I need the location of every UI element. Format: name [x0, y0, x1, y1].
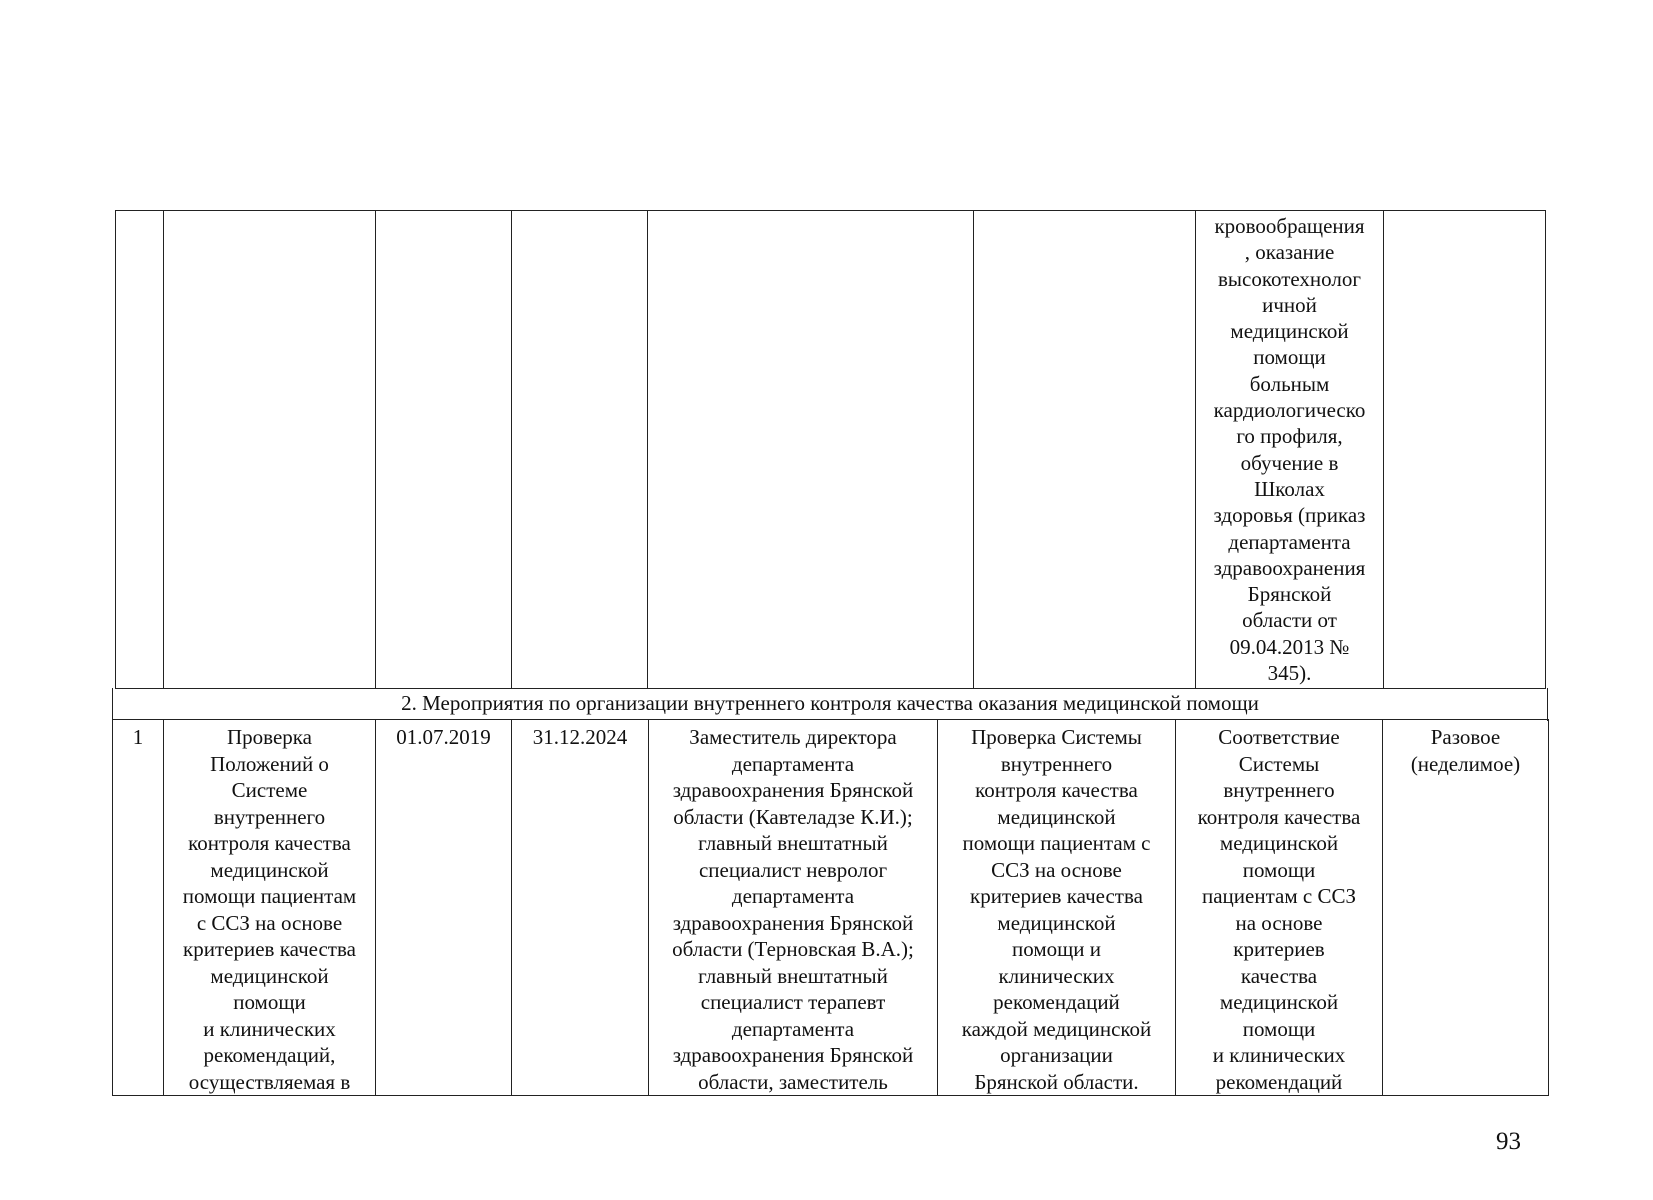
row-number: 1 [132, 725, 144, 749]
indicator-cell [1176, 720, 1383, 1096]
table-cell [116, 211, 164, 689]
table-cell [974, 211, 1196, 689]
type-cell [1383, 720, 1549, 1096]
result-cell [938, 720, 1176, 1096]
start-date: 01.07.2019 [396, 725, 491, 749]
responsible-cell [649, 720, 938, 1096]
page-number: 93 [1496, 1128, 1521, 1155]
activity-type: Разовое (неделимое) [1410, 725, 1521, 776]
table-cell [1384, 211, 1546, 689]
activity-name-cell [164, 720, 376, 1096]
table-row [116, 211, 1546, 689]
start-date-cell [376, 720, 512, 1096]
responsible-persons: Заместитель директора департамента здравоохранения Брянской области (Кавтеладзе К.И.); главный внештатный специалист невролог департамента здравоохранения Брянской области (Терновская В.А.); главный внештатный специалист терапевт департамента здравоохранения Брянской области, заместитель [672, 725, 914, 1094]
indicator: Соответствие Системы внутреннего контроля качества медицинской помощи пациентам с ССЗ на основе критериев качества медицинской помощи и клинических рекомендаций [1197, 725, 1361, 1094]
end-date: 31.12.2024 [532, 725, 628, 749]
table-continuation [115, 210, 1546, 689]
expected-result: Проверка Системы внутреннего контроля качества медицинской помощи пациентам с ССЗ на основе критериев качества медицинской помощи и клинических рекомендаций каждой медицинской организации Брянской области. [961, 725, 1152, 1094]
table-cell [1196, 211, 1384, 689]
table-cell [164, 211, 376, 689]
end-date-cell [512, 720, 649, 1096]
row-number-cell [113, 720, 164, 1096]
section-heading: 2. Мероприятия по организации внутреннего контроля качества оказания медицинской помощи [112, 688, 1548, 721]
activity-name: Проверка Положений о Системе внутреннего контроля качества медицинской помощи пациентам с ССЗ на основе критериев качества медицинской помощи и клинических рекомендаций, осуществляемая в [182, 725, 357, 1094]
table-cell [376, 211, 512, 689]
table-activities [112, 719, 1549, 1096]
table-row [113, 720, 1549, 1096]
continuation-text: кровообращения , оказание высокотехнолог ичной медицинской помощи больным кардиологическо го профиля, обучение в Школах здоровья (приказ департамента здравоохранения Брянской области от 09.04.2013 № 345). [1213, 214, 1366, 686]
table-cell [648, 211, 974, 689]
table-cell [512, 211, 648, 689]
